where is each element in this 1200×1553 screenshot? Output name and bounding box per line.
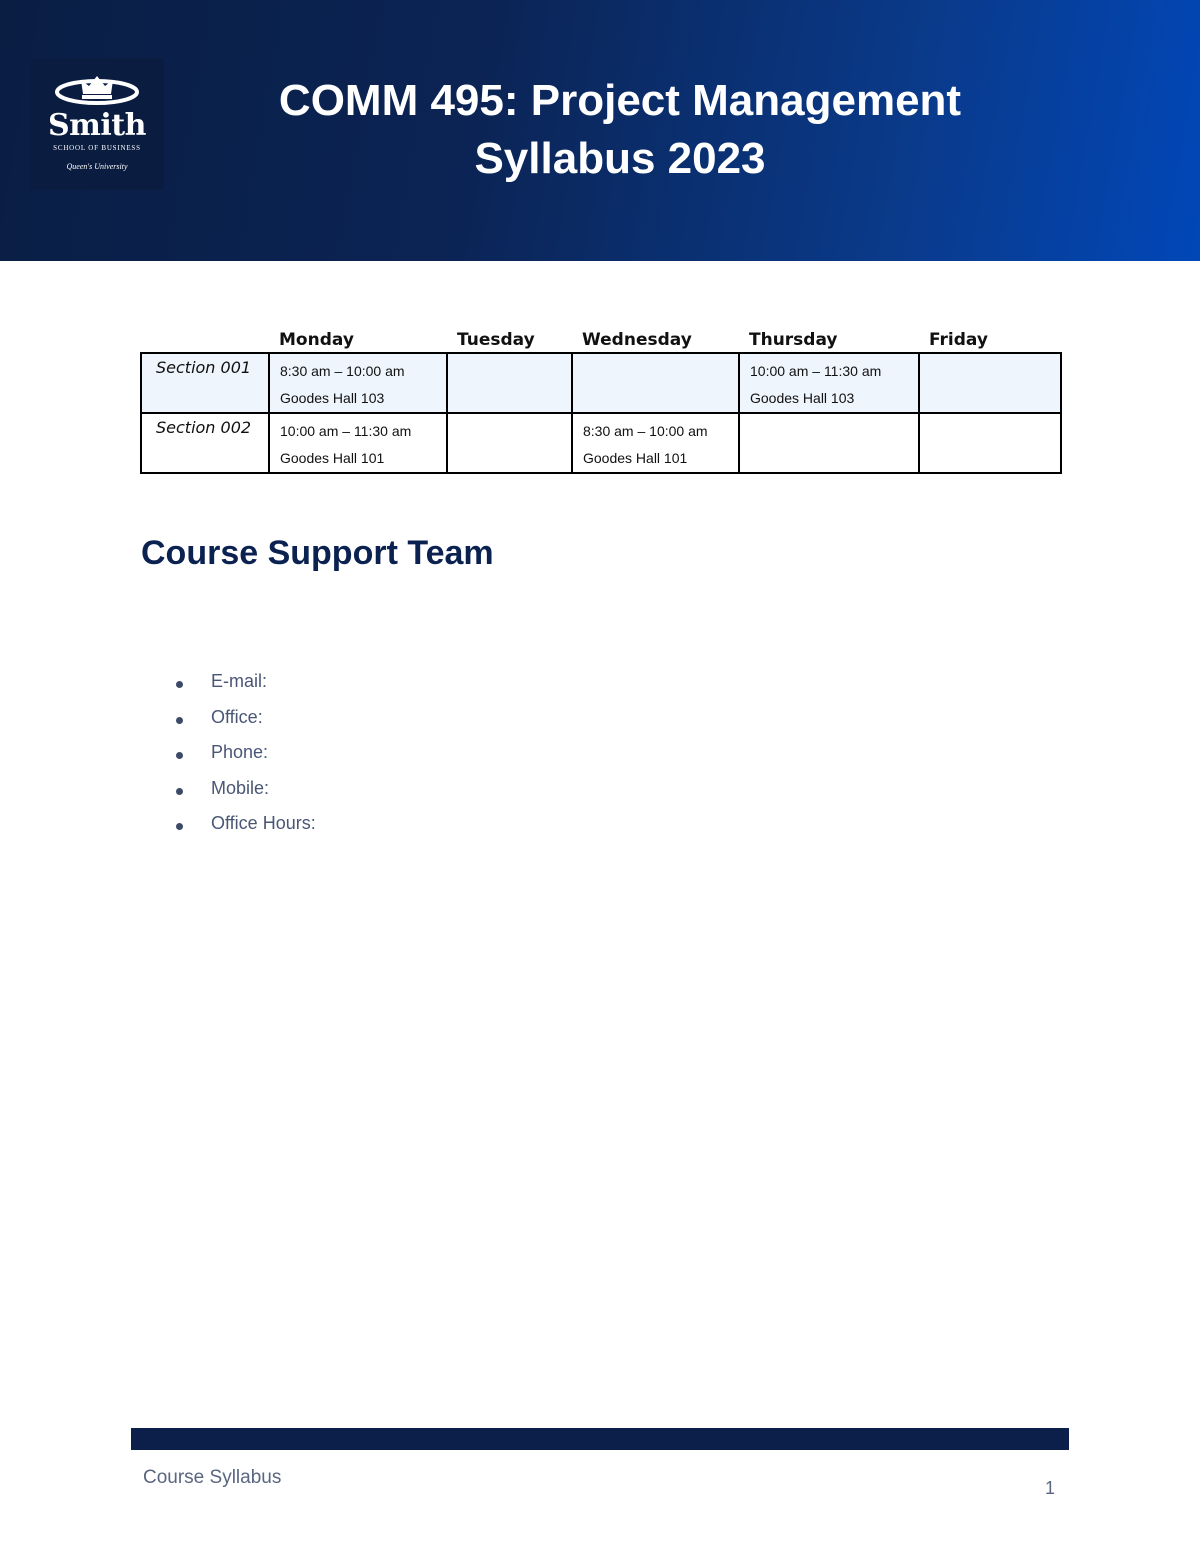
- list-item: [174, 707, 316, 743]
- contact-list: [174, 671, 316, 849]
- schedule-cell-monday: [269, 413, 447, 473]
- schedule-cell-friday: [919, 353, 1061, 413]
- contact-field-office: Office:: [211, 706, 263, 727]
- class-time: 8:30 am – 10:00 am: [280, 363, 405, 379]
- column-header-friday: Friday: [929, 330, 988, 350]
- table-row: [141, 413, 1061, 473]
- bullet-icon: [176, 752, 183, 759]
- footer-bar: [131, 1428, 1069, 1450]
- bullet-icon: [176, 788, 183, 795]
- contact-field-email: E-mail:: [211, 671, 268, 691]
- table-header-row: [141, 326, 1061, 353]
- column-header-monday: Monday: [279, 330, 354, 350]
- bullet-icon: [176, 681, 183, 688]
- document-title: [240, 72, 1000, 188]
- class-room: Goodes Hall 103: [750, 390, 855, 406]
- column-header-tuesday: Tuesday: [457, 330, 535, 350]
- contact-field-mobile: Mobile:: [211, 777, 270, 798]
- list-item: [174, 671, 316, 707]
- schedule-cell-wednesday: [572, 353, 739, 413]
- list-item: [174, 742, 316, 778]
- page-number: 1: [1045, 1478, 1056, 1498]
- footer-label: Course Syllabus: [143, 1467, 282, 1488]
- contact-field-office-hours: Office Hours:: [211, 813, 316, 833]
- column-header: [141, 326, 269, 353]
- bullet-icon: [176, 717, 183, 724]
- class-time: 10:00 am – 11:30 am: [750, 363, 882, 379]
- crown-icon: [50, 72, 144, 108]
- list-item: [174, 813, 316, 849]
- title-line-2: Syllabus 2023: [474, 134, 766, 183]
- schedule-cell-thursday: [739, 353, 919, 413]
- schedule-cell-thursday: [739, 413, 919, 473]
- title-line-1: COMM 495: Project Management: [278, 76, 962, 125]
- schedule-cell-tuesday: [447, 353, 572, 413]
- schedule-cell-wednesday: [572, 413, 739, 473]
- logo-university: Queen's University: [66, 162, 128, 171]
- schedule-cell-tuesday: [447, 413, 572, 473]
- class-time: 8:30 am – 10:00 am: [583, 423, 708, 439]
- list-item: [174, 778, 316, 814]
- column-header-wednesday: Wednesday: [582, 330, 692, 350]
- class-time: 10:00 am – 11:30 am: [280, 423, 412, 439]
- schedule-cell-friday: [919, 413, 1061, 473]
- class-room: Goodes Hall 103: [280, 390, 385, 406]
- column-header-thursday: Thursday: [749, 330, 838, 350]
- smith-logo: [30, 58, 164, 190]
- section-cell: Section 002: [141, 413, 269, 473]
- logo-subtitle: SCHOOL OF BUSINESS: [53, 144, 141, 152]
- table-row: [141, 353, 1061, 413]
- bullet-icon: [176, 823, 183, 830]
- section-cell: Section 001: [141, 353, 269, 413]
- support-team-heading: Course Support Team: [141, 534, 494, 572]
- class-room: Goodes Hall 101: [583, 450, 688, 466]
- schedule-cell-monday: [269, 353, 447, 413]
- page-header: [0, 0, 1200, 261]
- class-room: Goodes Hall 101: [280, 450, 385, 466]
- contact-field-phone: Phone:: [211, 742, 269, 762]
- class-schedule-table: [140, 326, 1062, 474]
- logo-name: Smith: [48, 108, 146, 143]
